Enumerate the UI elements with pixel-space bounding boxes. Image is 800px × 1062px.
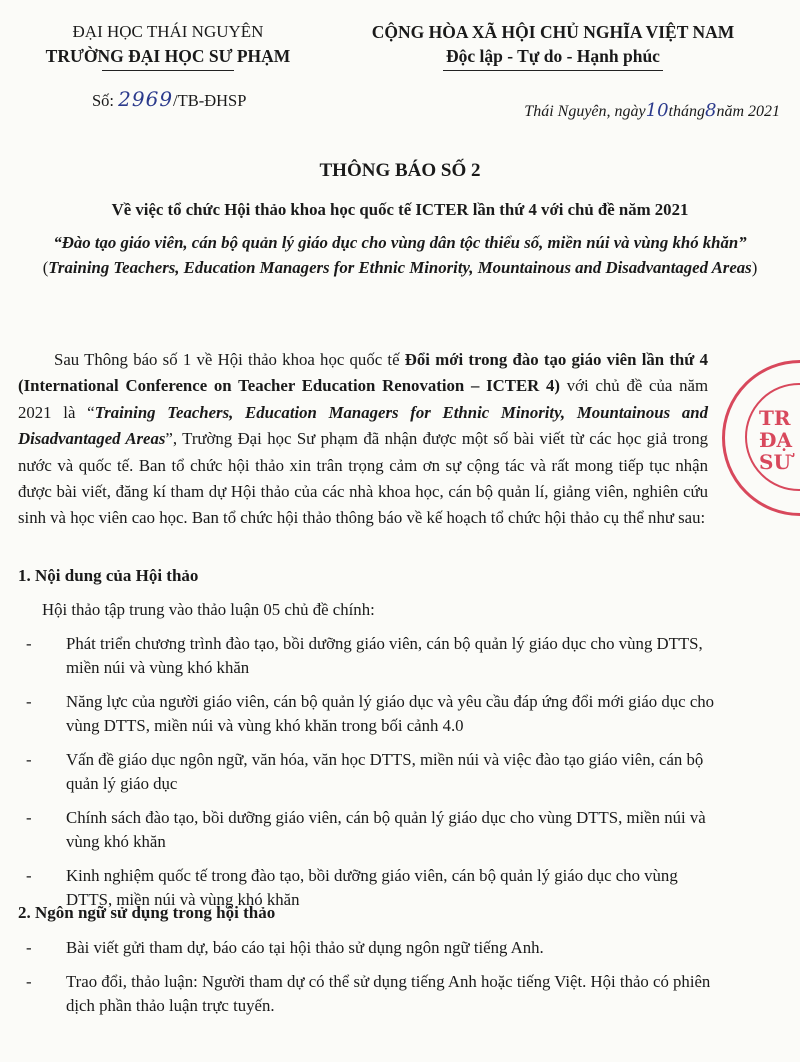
section-2-language-list xyxy=(18,936,718,1028)
list-item xyxy=(18,806,718,854)
list-item xyxy=(18,690,718,738)
section-1-heading: 1. Nội dung của Hội thảo xyxy=(18,566,199,585)
issuer-parent: ĐẠI HỌC THÁI NGUYÊN xyxy=(72,22,264,41)
intro-paragraph xyxy=(18,347,708,532)
document-number-prefix: Số: xyxy=(92,91,119,110)
bullet-dash: - xyxy=(26,634,32,653)
list-item xyxy=(18,748,718,796)
date-place: Thái Nguyên, ngày xyxy=(524,103,646,120)
document-number-handwritten: 2969 xyxy=(118,87,174,111)
list-item-text: Bài viết gửi tham dự, báo cáo tại hội thảo sử dụng ngôn ngữ tiếng Anh. xyxy=(66,938,544,957)
seal-text: TR ĐẠ SƯ xyxy=(759,406,792,474)
bullet-dash: - xyxy=(26,808,32,827)
country-name: CỘNG HÒA XÃ HỘI CHỦ NGHĨA VIỆT NAM xyxy=(371,22,735,42)
list-item-text: Kinh nghiệm quốc tế trong đào tạo, bồi dưỡng giáo viên, cán bộ quản lý giáo dục cho vùng DTTS, miền núi và vùng khó khăn xyxy=(66,866,678,909)
intro-text-1: Sau Thông báo số 1 về Hội thảo khoa học quốc tế xyxy=(54,350,405,369)
list-item xyxy=(18,632,718,680)
document-number-suffix: /TB-ĐHSP xyxy=(173,91,247,110)
list-item-text: Năng lực của người giáo viên, cán bộ quản lý giáo dục và yêu cầu đáp ứng đổi mới giáo dục cho vùng DTTS, miền núi và vùng khó khăn trong bối cảnh 4.0 xyxy=(66,692,715,735)
intro-text-3: ”, Trường Đại học Sư phạm đã nhận được một số bài viết từ các học giả trong nước và quốc tế. Ban tổ chức hội thảo xin trân trọng cảm ơn sự cộng tác và rất mong tiếp tục nhận được bài viết, đăng kí tham dự Hội thảo của các nhà khoa học, cán bộ quản lí, giảng viên, nghiên cứu sinh và học viên cao học. Ban tổ chức hội thảo thông báo về kế hoạch tổ chức hội thảo cụ thể như sau: xyxy=(18,429,708,528)
document-number xyxy=(92,87,246,111)
bullet-dash: - xyxy=(26,972,32,991)
theme-english: Training Teachers, Education Managers for Ethnic Minority, Mountainous and Disadvantaged Areas xyxy=(48,258,752,277)
conference-full-name: Đổi mới trong đào tạo giáo viên lần thứ 4 (International Conference on Teacher Education Renovation – ICTER 4) xyxy=(18,350,708,396)
conference-theme xyxy=(40,230,760,280)
issuer-underline xyxy=(102,70,234,71)
issuer-name: TRƯỜNG ĐẠI HỌC SƯ PHẠM xyxy=(45,46,291,66)
date-year: năm 2021 xyxy=(716,103,780,120)
document-subtitle: Về việc tổ chức Hội thảo khoa học quốc tế ICTER lần thứ 4 với chủ đề năm 2021 xyxy=(111,200,689,219)
bullet-dash: - xyxy=(26,938,32,957)
date-month-label: tháng xyxy=(668,103,705,120)
date-line xyxy=(370,100,780,121)
date-day: 10 xyxy=(645,100,669,121)
document-title: THÔNG BÁO SỐ 2 xyxy=(319,160,481,181)
bullet-dash: - xyxy=(26,866,32,885)
date-month: 8 xyxy=(704,100,717,121)
list-item-text: Chính sách đào tạo, bồi dưỡng giáo viên, cán bộ quản lý giáo dục cho vùng DTTS, miền núi và vùng khó khăn xyxy=(66,808,706,851)
list-item-text: Phát triển chương trình đào tạo, bồi dưỡng giáo viên, cán bộ quản lý giáo dục cho vùng DTTS, miền núi và vùng khó khăn xyxy=(66,634,703,677)
list-item xyxy=(18,936,718,960)
theme-vietnamese: “Đào tạo giáo viên, cán bộ quản lý giáo dục cho vùng dân tộc thiểu số, miền núi và vùng khó khăn” xyxy=(53,233,747,252)
theme-open-paren: ( xyxy=(42,258,49,277)
theme-close-paren: ) xyxy=(751,258,758,277)
bullet-dash: - xyxy=(26,692,32,711)
red-seal-stamp xyxy=(722,360,800,516)
national-motto-block xyxy=(318,20,788,71)
list-item-text: Trao đổi, thảo luận: Người tham dự có thể sử dụng tiếng Anh hoặc tiếng Việt. Hội thảo có phiên dịch phần thảo luận trực tuyến. xyxy=(66,972,711,1015)
bullet-dash: - xyxy=(26,750,32,769)
theme-english-inline: Training Teachers, Education Managers for Ethnic Minority, Mountainous and Disadvantaged Areas xyxy=(18,402,708,449)
list-item xyxy=(18,970,718,1018)
intro-text-2: với chủ đề của năm 2021 là “ xyxy=(18,376,708,422)
section-1-topic-list xyxy=(18,632,718,922)
section-1-lead: Hội thảo tập trung vào thảo luận 05 chủ đề chính: xyxy=(42,600,375,619)
issuer-block xyxy=(18,20,318,71)
motto: Độc lập - Tự do - Hạnh phúc xyxy=(446,46,660,66)
motto-underline xyxy=(443,70,663,71)
section-2-heading: 2. Ngôn ngữ sử dụng trong hội thảo xyxy=(18,903,276,922)
list-item-text: Vấn đề giáo dục ngôn ngữ, văn hóa, văn học DTTS, miền núi và việc đào tạo giáo viên, cán bộ quản lý giáo dục xyxy=(66,750,704,793)
